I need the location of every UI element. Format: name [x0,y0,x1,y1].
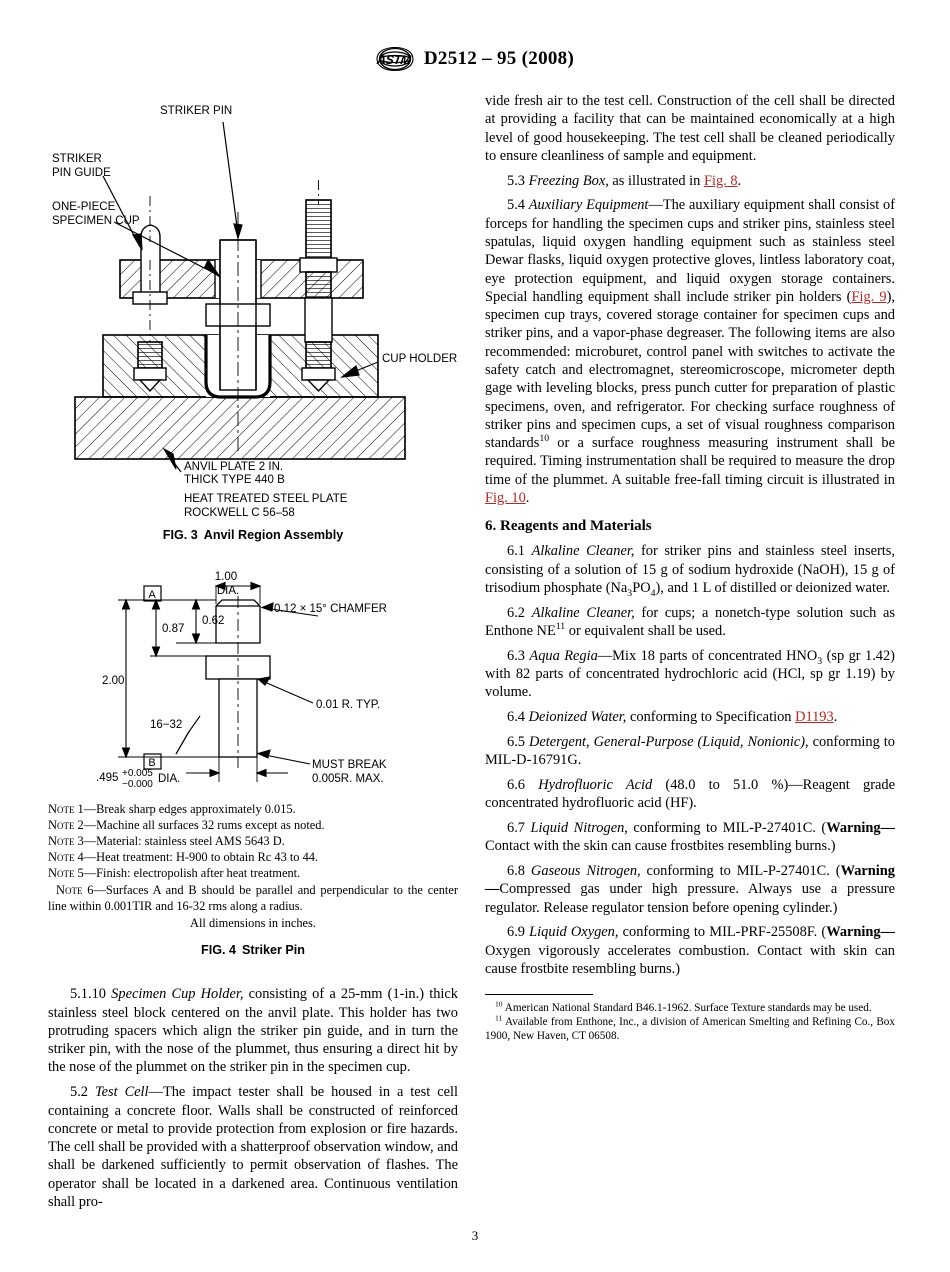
chem-subscript: 4 [650,587,656,599]
note-label: Note 2 [48,818,84,833]
svg-text:S: S [384,53,395,67]
chem-subscript: 3 [817,655,823,667]
paragraph-number: 5.4 [507,197,525,214]
paragraph-number: 6.3 [507,647,525,664]
page-header [0,46,950,72]
paragraph-6-3 [485,647,895,702]
note-label: Note 1 [48,801,84,816]
note-item [48,882,458,914]
paragraph-number: 5.2 [70,1084,88,1101]
figure-3-anvil-region-assembly [48,92,458,544]
label-anvil-3: HEAT TREATED STEEL PLATE [184,493,348,505]
warning-label: Warning— [826,819,895,836]
label-anvil-4: ROCKWELL C 56–58 [184,507,295,519]
note-item [48,849,458,865]
paragraph-text: (48.0 to 51.0 %)—Reagent grade concentrated hydrofluoric acid (HF). [485,776,895,812]
paragraph-title: Liquid Nitrogen, [530,819,628,836]
label-dim-062: 0.62 [202,614,225,627]
paragraph-text-end: or equivalent shall be used. [565,622,726,639]
label-datum-b: B [148,756,156,769]
label-anvil-1: ANVIL PLATE 2 IN. [184,461,284,473]
svg-text:T: T [392,53,403,67]
note-text: —Heat treatment: H-900 to obtain Rc 43 to 44. [83,850,319,865]
paragraph-title: Alkaline Cleaner, [531,543,635,560]
note-text: —Finish: electropolish after heat treatment. [83,866,301,881]
paragraph-text-end: (sp gr 1.42) with 82 parts of concentrated hydrochloric acid (HCl, sp gr 1.19) by volume. [485,647,895,701]
paragraph-text: as illustrated in [608,172,704,189]
label-must-break-2: 0.005R. MAX. [312,772,384,785]
label-dia-bottom-tol-minus: −0.000 [122,778,153,790]
paragraph-text: —The impact tester shall be housed in a test cell containing a concrete floor. Walls shall be constructed of reinforced concrete or metal to provide protection from explosion or fire hazards. The cell shall be provided with a shatterproof observation window, and shall be darkened sufficiently to permit observation of flashes. The operator shall be located in a darkened area. Continuous ventilation shall pro- [48,1084,458,1210]
paragraph-title: Freezing Box, [528,172,609,189]
paragraph-number: 6.7 [507,819,525,836]
link-fig-9[interactable]: Fig. 9 [851,288,887,305]
paragraph-title: Hydrofluoric Acid [538,776,653,793]
footnote-ref-11[interactable]: 11 [555,621,566,633]
paragraph-text: for striker pins and stainless steel inserts, consisting of a solution of 15 g of sodium hydroxide (NaOH), 15 g of trisodium phosphate (Na [485,543,895,596]
label-striker-pin: STRIKER PIN [160,105,233,117]
paragraph-text-end: Contact with the skin can cause frostbites resembling burns.) [485,838,836,855]
label-dia-top-2: DIA. [216,584,240,597]
paragraph-text-end: Compressed gas under high pressure. Always use a pressure regulator. Release regulator tension before opening cylinder.) [485,881,895,916]
paragraph-text: conforming to MIL-D-16791G. [485,733,895,769]
figure-4-striker-pin [48,568,458,959]
figure-4-caption-label: FIG. 4 [201,943,236,958]
label-dia-bottom-word: DIA. [158,772,181,785]
warning-label: Warning— [485,862,895,898]
paragraph-6-6 [485,776,895,813]
paragraph-text: conforming to MIL-P-27401C. ( [627,819,827,836]
figure-3-caption-label: FIG. 3 [162,528,198,542]
paragraph-title: Liquid Oxygen, [529,924,619,941]
label-dia-bottom-tol-plus: +0.005 [122,767,153,779]
figure-3-drawing [48,92,458,492]
link-d1193[interactable]: D1193 [795,708,834,725]
paragraph-continuation: vide fresh air to the test cell. Construction of the cell shall be directed at providing a facility that can be maintained economically at a high level of good housekeeping. The test cell shall be cleaned periodically to ensure cleanliness of sample and equipment. [485,93,895,164]
paragraph-title: Deionized Water, [528,708,627,725]
page-number: 3 [471,1228,479,1243]
paragraph-5-1-10 [48,985,458,1076]
right-column [485,92,895,1043]
figure-3-caption [48,528,458,544]
paragraph-text: ), specimen cup trays, covered storage container for specimen cups and striker pins, and a vapor-phase degreaser. The following items are also recommended: microburet, control panel with switches to activate the safety catch and electromagnet, stereomicroscope, micrometer depth gage with leveling blocks, press punch cutter for preparation of plastic specimens, oven, and refrigerator. For checking surface roughness of striker pins and specimen cups, a set of visual roughness comparison standards [485,288,895,452]
note-item [48,833,458,849]
figure-4-drawing [88,568,418,793]
note-text: —Machine all surfaces 32 rums except as noted. [83,818,325,833]
paragraph-text-end: . [833,708,838,725]
paragraph-number: 6.2 [507,604,525,621]
note-text: —Surfaces A and B should be parallel and perpendicular to the center line within 0.001TIR and 16-32 rms along a radius. [48,882,458,913]
section-heading-6: 6. Reagents and Materials [485,518,652,535]
paragraph-text: conforming to MIL-PRF-25508F. ( [618,924,827,941]
paragraph-text: —The auxiliary equipment shall consist of forceps for handling the specimen cups and striker pins, stainless steel spatulas, liquid oxygen handling equipment such as stainless steel Dewar flasks, liquid oxygen protective gloves, lintless laboratory coat, eye protection equipment, and liquid oxygen storage containers. Special handling equipment shall include striker pin holders ( [485,197,895,305]
label-radius-typ: 0.01 R. TYP. [316,698,381,711]
note-text: —Material: stainless steel AMS 5643 D. [83,834,285,849]
paragraph-title: Detergent, General-Purpose (Liquid, Nonionic), [529,733,809,750]
paragraph-number: 6.5 [507,733,525,750]
label-one-piece-1: ONE-PIECE [52,201,116,213]
footnote-ref-10[interactable]: 10 [539,433,550,445]
footnote-text: Available from Enthone, Inc., a division of American Smelting and Refining Co., Box 1900, New Haven, CT 06508. [485,1016,895,1043]
paragraph-text: conforming to MIL-P-27401C. ( [640,862,841,879]
paragraph-text-end: . [525,489,530,506]
note-label: Note 4 [48,850,84,865]
label-dim-087: 0.87 [162,622,185,635]
paragraph-title: Alkaline Cleaner, [531,604,635,621]
paragraph-text-end: . [737,172,742,189]
paragraph-6-2 [485,604,895,641]
svg-text:A: A [375,53,387,67]
note-item [48,817,458,833]
paragraph-number: 6.1 [507,543,525,560]
paragraph-text: consisting of a 25-mm (1-in.) thick stainless steel block centered on the anvil plate. This holder has two protruding spacers which align the striker pin guide, and in turn the striker pin, with the nose of the plummet, thus ensuring a direct hit by the nose of the plummet on the striker pin in the specimen cup. [48,986,458,1076]
label-chamfer: 0.12 × 15° CHAMFER [274,602,387,615]
paragraph-title: Gaseous Nitrogen, [530,862,641,879]
label-finish: 16−32 [150,718,183,731]
footnote-marker: 10 [495,999,503,1009]
label-must-break-1: MUST BREAK [312,758,387,771]
paragraph-6-9 [485,923,895,978]
paragraph-5-4 [485,196,895,507]
label-striker-pin-guide-1: STRIKER [52,153,102,165]
paragraph-5-2 [48,1083,458,1211]
note-label: Note 5 [48,866,84,881]
chem-subscript: 3 [627,587,633,599]
figure-4-notes [48,801,458,931]
footnote-item [485,1001,895,1015]
link-fig-10[interactable]: Fig. 10 [485,489,526,506]
note-label: Note 6 [56,882,94,897]
paragraph-number: 6.8 [507,862,525,879]
paragraph-6-4 [485,708,895,726]
label-dia-top-1: 1.00 [214,570,238,583]
paragraph-text: for cups; a nonetch-type solution such as Enthone NE [485,604,895,639]
left-column [48,92,458,1211]
figure-3-drawing-notes [48,492,458,522]
footnote-item [485,1015,895,1043]
figure-3-caption-title: Anvil Region Assembly [203,528,344,542]
footnote-divider [485,994,593,995]
astm-logo-icon [376,46,414,72]
paragraph-number: 6.4 [507,708,525,725]
footnote-text: American National Standard B46.1-1962. Surface Texture standards may be used. [502,1002,872,1015]
paragraph-title: Aqua Regia [529,647,598,664]
paragraph-5-3 [485,172,895,190]
note-label: Note 3 [48,834,84,849]
note-item [48,865,458,881]
paragraph-text: PO [632,579,651,596]
figure-4-caption [48,943,458,959]
paragraph-text-end: Oxygen vigorously accelerates combustion. Contact with skin can cause frostbite resembling burns.) [485,942,895,977]
figure-4-caption-title: Striker Pin [242,943,305,958]
paragraph-title: Specimen Cup Holder, [111,986,244,1003]
svg-text:M: M [399,53,412,67]
paragraph-number: 5.3 [507,172,525,189]
paragraph-title: Test Cell [94,1084,149,1101]
paragraph-text-end: ), and 1 L of distilled or deionized water. [655,579,890,596]
paragraph-6-7 [485,819,895,856]
paragraph-title: Auxiliary Equipment [528,197,649,214]
paragraph-text: conforming to Specification [626,708,796,725]
all-dimensions-note: All dimensions in inches. [190,915,316,930]
footnote-marker: 11 [495,1013,503,1023]
paragraph-number: 6.6 [507,776,525,793]
standard-designation: D2512 – 95 (2008) [423,48,575,69]
paragraph-text: —Mix 18 parts of concentrated HNO [597,647,818,664]
label-dim-200: 2.00 [102,674,125,687]
note-item [48,801,458,817]
label-datum-a: A [148,588,156,601]
link-fig-8[interactable]: Fig. 8 [703,172,738,189]
paragraph-6-8 [485,862,895,917]
label-dia-bottom-value: .495 [96,771,119,784]
paragraph-text: or a surface roughness measuring instrument shall be required. Timing instrumentation shall be required to measure the drop time of the plummet. A suitable free-fall timing circuit is illustrated in [485,435,895,488]
paragraph-6-5 [485,733,895,770]
paragraph-6-1 [485,542,895,597]
warning-label: Warning— [826,924,895,941]
note-text: —Break sharp edges approximately 0.015. [83,801,296,816]
paragraph-number: 5.1.10 [70,986,106,1003]
label-anvil-2: THICK TYPE 440 B [184,474,285,486]
label-cup-holder: CUP HOLDER [382,353,458,365]
label-striker-pin-guide-2: PIN GUIDE [52,167,111,179]
label-one-piece-2: SPECIMEN CUP [52,215,140,227]
footnotes-block [485,994,895,1043]
paragraph-number: 6.9 [507,924,525,941]
